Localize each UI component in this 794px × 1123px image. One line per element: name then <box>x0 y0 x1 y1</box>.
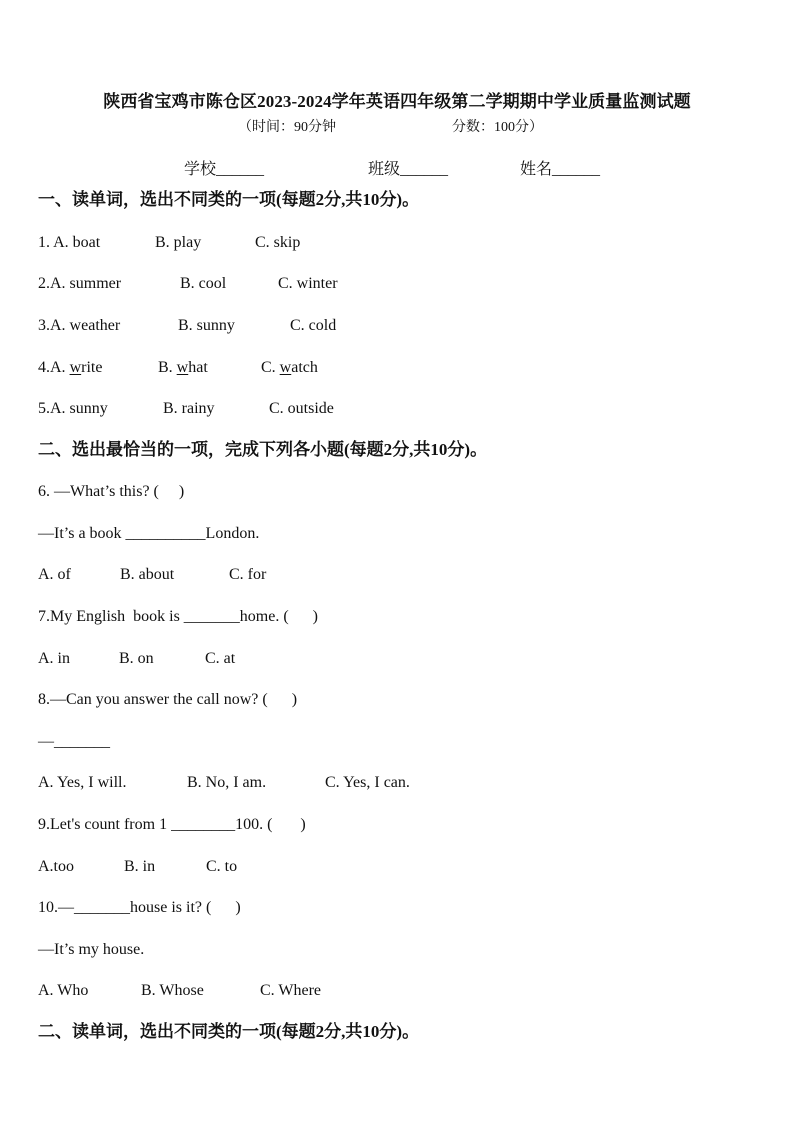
section-2-heading: 二、选出最恰当的一项，完成下列各小题(每题2分,共10分)。 <box>38 440 488 459</box>
q10-answer-line: —It’s my house. <box>38 941 145 958</box>
q6-option-a: A. of <box>38 566 71 583</box>
q8-option-c: C. Yes, I can. <box>325 774 410 791</box>
q2-option-c: C. winter <box>278 275 338 292</box>
q3-option-a: 3.A. weather <box>38 317 121 334</box>
q7-option-a: A. in <box>38 650 70 667</box>
q2-option-a: 2.A. summer <box>38 275 122 292</box>
q6-option-c: C. for <box>229 566 267 583</box>
q3-option-c: C. cold <box>290 317 337 334</box>
q8-option-a: A. Yes, I will. <box>38 774 127 791</box>
q5-option-a: 5.A. sunny <box>38 400 108 417</box>
q7-question: 7.My English book is _______home. ( ) <box>38 608 318 625</box>
section-1-heading: 一、读单词，选出不同类的一项(每题2分,共10分)。 <box>38 190 420 209</box>
q4-option-c: C. watch <box>261 359 318 376</box>
q9-question: 9.Let's count from 1 ________100. ( ) <box>38 816 306 833</box>
q3-option-b: B. sunny <box>178 317 235 334</box>
q10-option-b: B. Whose <box>141 982 204 999</box>
q8-question: 8.—Can you answer the call now? ( ) <box>38 691 298 708</box>
q7-option-c: C. at <box>205 650 236 667</box>
class-field: 班级______ <box>368 161 449 178</box>
school-field: 学校______ <box>184 161 265 178</box>
q1-option-c: C. skip <box>255 234 301 251</box>
q8-option-b: B. No, I am. <box>187 774 267 791</box>
q4-option-a: 4.A. write <box>38 359 103 376</box>
q10-question: 10.—_______house is it? ( ) <box>38 899 241 916</box>
exam-time: （时间：90分钟 <box>238 120 336 135</box>
section-3-heading: 二、读单词，选出不同类的一项(每题2分,共10分)。 <box>38 1022 420 1041</box>
q6-option-b: B. about <box>120 566 175 583</box>
q10-option-a: A. Who <box>38 982 89 999</box>
q5-option-c: C. outside <box>269 400 334 417</box>
q9-option-c: C. to <box>206 858 238 875</box>
q9-option-b: B. in <box>124 858 156 875</box>
q4-option-b: B. what <box>158 359 208 376</box>
q10-option-c: C. Where <box>260 982 322 999</box>
q1-option-b: B. play <box>155 234 202 251</box>
name-field: 姓名______ <box>520 161 601 178</box>
q5-option-b: B. rainy <box>163 400 215 417</box>
q6-question: 6. —What’s this? ( ) <box>38 483 185 500</box>
exam-title: 陕西省宝鸡市陈仓区2023-2024学年英语四年级第二学期期中学业质量监测试题 <box>103 92 691 111</box>
exam-score: 分数：100分） <box>452 120 543 135</box>
q6-answer-line: —It’s a book __________London. <box>38 525 260 542</box>
q7-option-b: B. on <box>119 650 154 667</box>
q2-option-b: B. cool <box>180 275 227 292</box>
q9-option-a: A.too <box>38 858 74 875</box>
q8-answer-line: —_______ <box>38 733 110 750</box>
q1-option-a: 1. A. boat <box>38 234 101 251</box>
